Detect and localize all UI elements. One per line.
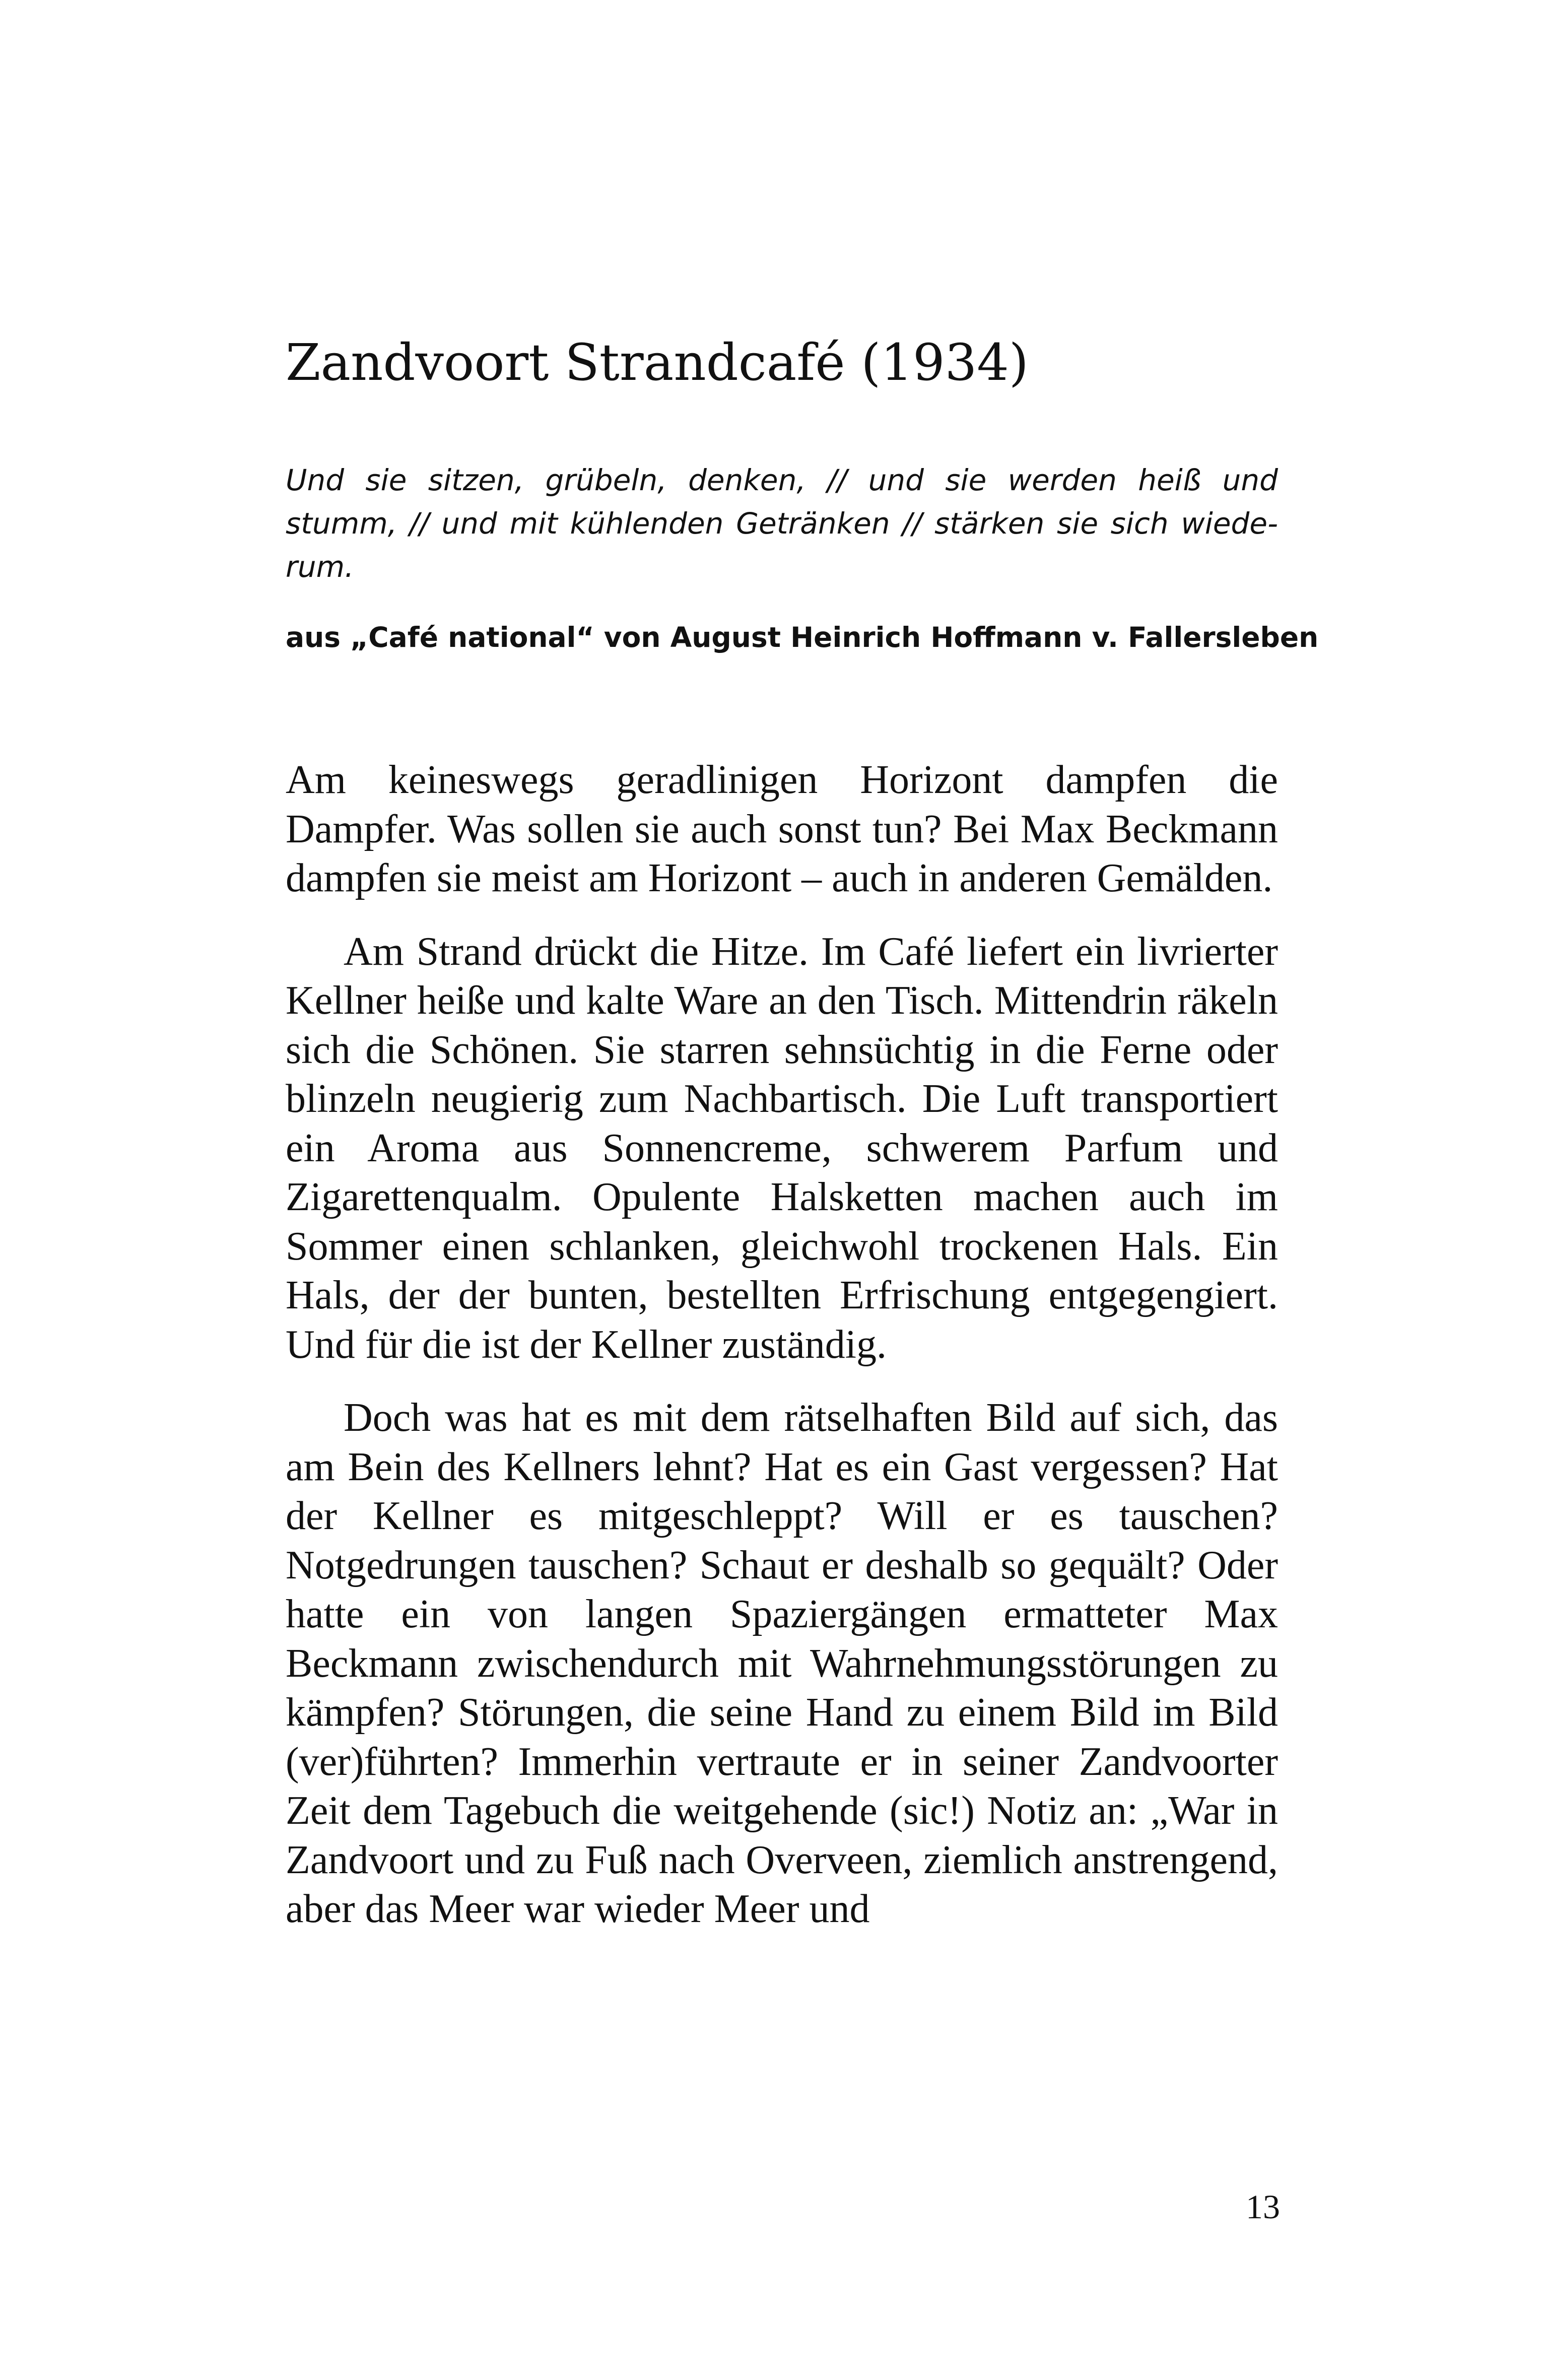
paragraph-1: Am keineswegs geradlinigen Horizont dampfen die Dampfer. Was sollen sie auch sonst tun? Bei Max Beckmann dampfen sie meist am Horizont – auch in anderen Gemälden. bbox=[286, 758, 1278, 900]
page-number: 13 bbox=[1246, 2188, 1280, 2226]
paragraph-3: Doch was hat es mit dem rätselhaften Bild auf sich, das am Bein des Kellners lehnt? Hat es ein Gast vergessen? Hat der Kellner es mitgeschleppt? Will er es tauschen? Notgedrungen tauschen? Schaut er deshalb so gequält? Oder hatte ein von langen Spaziergängen ermatteter Max Beckmann zwischendurch mit Wahrnehmungsstörungen zu kämpfen? Störungen, die seine Hand zu einem Bild im Bild (ver)führten? Immerhin vertraute er in seiner Zandvoorter Zeit dem Tagebuch die weitgehende (sic!) Notiz an: „War in Zandvoort und zu Fuß nach Overveen, ziemlich anstrengend, aber das Meer war wieder Meer und bbox=[286, 1396, 1278, 1931]
chapter-title: Zandvoort Strandcafé (1934) bbox=[286, 333, 1029, 392]
paragraph-2: Am Strand drückt die Hitze. Im Café liefert ein livrierter Kellner heiße und kalte Ware an den Tisch. Mittendrin räkeln sich die Schönen. Sie starren sehnsüchtig in die Ferne oder blinzeln neugierig zum Nachbartisch. Die Luft transportiert ein Aroma aus Sonnencreme, schwerem Parfum und Zigarettenqualm. Opulente Halsketten machen auch im Sommer einen schlanken, gleichwohl trockenen Hals. Ein Hals, der der bunten, bestellten Erfrischung entgegengiert. Und für die ist der Kellner zuständig. bbox=[286, 929, 1278, 1367]
epigraph-source: aus „Café national“ von August Heinrich Hoffmann v. Fallersleben bbox=[286, 621, 1319, 653]
epigraph-quote: Und sie sitzen, grübeln, denken, // und sie werden heiß und stumm, // und mit kühlenden Getränken // stärken sie sich wiederum. bbox=[286, 463, 1278, 584]
body-text bbox=[286, 756, 1278, 1934]
